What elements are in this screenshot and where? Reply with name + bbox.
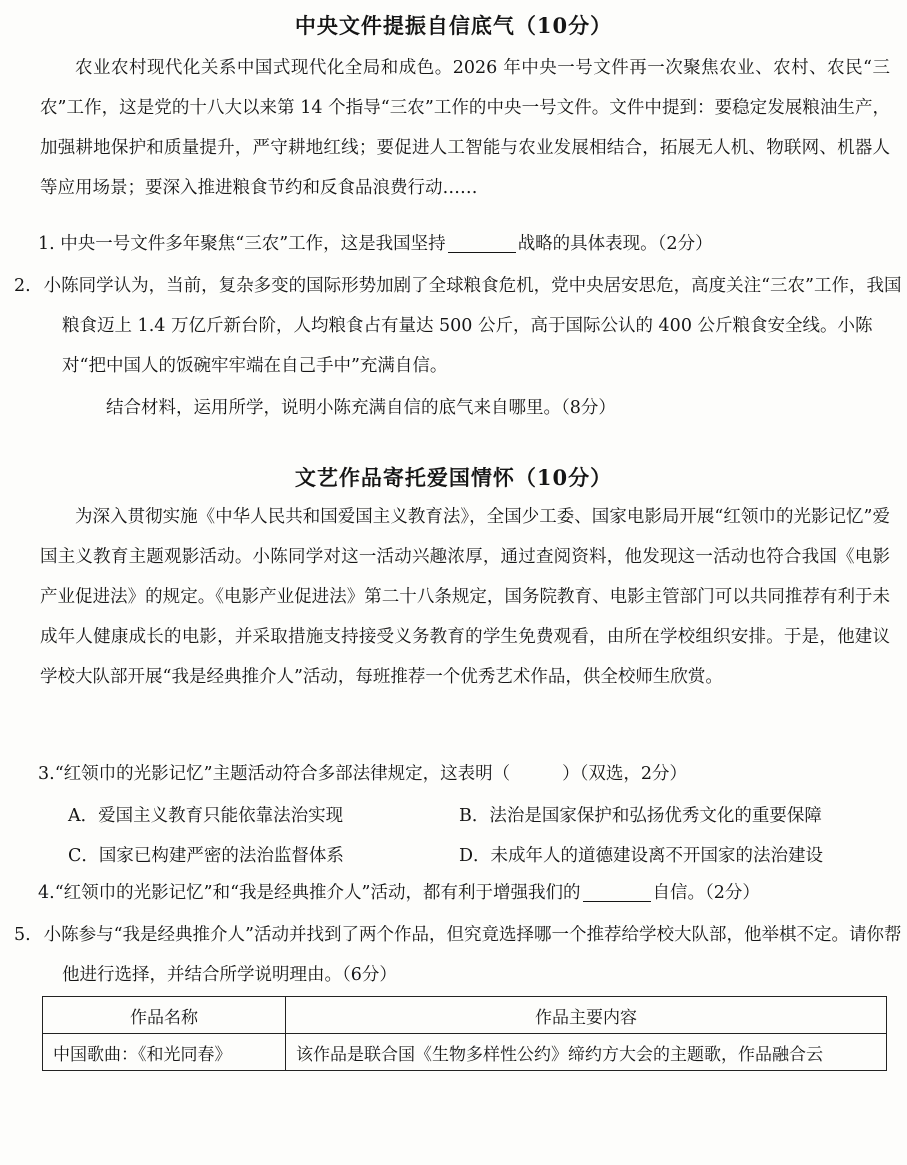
option-b: B．法治是国家保护和弘扬优秀文化的重要保障: [459, 806, 822, 826]
question-4: [38, 873, 890, 913]
section2-title: 文艺作品寄托爱国情怀（10分）: [294, 465, 613, 490]
option-c: C．国家已构建严密的法治监督体系: [68, 846, 344, 866]
section1-material: 农业农村现代化关系中国式现代化全局和成色。2026 年中央一号文件再一次聚焦农业、农村、农民“三农”工作，这是党的十八大以来第 14 个指导“三农”工作的中央一号文件。文件中提到：要稳定发展粮油生产，加强耕地保护和质量提升，严守耕地红线；要促进人工智能与农业发展相结合，拓展无人机、物联网、机器人等应用场景；要深入推进粮食节约和反食品浪费行动……: [40, 58, 890, 198]
question-1-text-after: 战略的具体表现。（2分）: [517, 234, 713, 254]
answer-blank-1[interactable]: [448, 232, 516, 253]
question-2-prompt: 结合材料，运用所学，说明小陈充满自信的底气来自哪里。（8分）: [106, 398, 616, 418]
question-3-text-before: “红领巾的光影记忆”主题活动符合多部法律规定，这表明（: [54, 764, 511, 784]
question-5-text: 小陈参与“我是经典推介人”活动并找到了两个作品，但究竟选择哪一个推荐给学校大队部，他举棋不定。请你帮他进行选择，并结合所学说明理由。（6分）: [43, 925, 902, 985]
question-3-text-after: ）（双选，2分）: [562, 764, 687, 784]
question-1-text-before: 中央一号文件多年聚焦“三农”工作，这是我国坚持: [60, 234, 446, 254]
table-header-row: [43, 997, 887, 1034]
answer-blank-4[interactable]: [583, 881, 651, 902]
option-d: D．未成年人的道德建设离不开国家的法治建设: [459, 846, 824, 866]
question-4-text-after: 自信。（2分）: [652, 883, 760, 903]
table-header-content: 作品主要内容: [286, 997, 887, 1034]
question-4-text-before: “红领巾的光影记忆”和“我是经典推介人”活动，都有利于增强我们的: [54, 883, 581, 903]
table-cell-work-content: 该作品是联合国《生物多样性公约》缔约方大会的主题歌，作品融合云: [286, 1034, 887, 1071]
question-3: [38, 754, 890, 794]
table-row: [43, 1034, 887, 1071]
question-4-number: 4.: [38, 883, 55, 903]
question-5: 5. 小陈参与“我是经典推介人”活动并找到了两个作品，但究竟选择哪一个推荐给学校大队部，他举棋不定。请你帮他进行选择，并结合所学说明理由。（6分）: [14, 925, 902, 985]
question-3-number: 3.: [38, 764, 55, 784]
option-a: A．爱国主义教育只能依靠法治实现: [68, 806, 344, 826]
section2-material: 为深入贯彻实施《中华人民共和国爱国主义教育法》，全国少工委、国家电影局开展“红领巾的光影记忆”爱国主义教育主题观影活动。小陈同学对这一活动兴趣浓厚，通过查阅资料，他发现这一活动也符合我国《电影产业促进法》的规定。《电影产业促进法》第二十八条规定，国务院教育、电影主管部门可以共同推荐有利于未成年人健康成长的电影，并采取措施支持接受义务教育的学生免费观看，由所在学校组织安排。于是，他建议学校大队部开展“我是经典推介人”活动，每班推荐一个优秀艺术作品，供全校师生欣赏。: [40, 507, 890, 687]
section1-title: 中央文件提振自信底气（10分）: [294, 13, 613, 38]
question-1-number: 1.: [38, 234, 55, 254]
question-1: [38, 224, 890, 264]
table-header-name: 作品名称: [43, 997, 286, 1034]
works-table: [42, 996, 887, 1071]
question-2: 2. 小陈同学认为，当前，复杂多变的国际形势加剧了全球粮食危机，党中央居安思危，高度关注“三农”工作，我国粮食迈上 1.4 万亿斤新台阶，人均粮食占有量达 500 公斤，高于国际公认的 400 公斤粮食安全线。小陈对“把中国人的饭碗牢牢端在自己手中”充满自信。: [14, 276, 902, 376]
question-2-text: 小陈同学认为，当前，复杂多变的国际形势加剧了全球粮食危机，党中央居安思危，高度关注“三农”工作，我国粮食迈上 1.4 万亿斤新台阶，人均粮食占有量达 500 公斤，高于国际公认的 400 公斤粮食安全线。小陈对“把中国人的饭碗牢牢端在自己手中”充满自信。: [43, 276, 902, 376]
table-cell-work-name: 中国歌曲：《和光同春》: [43, 1034, 286, 1071]
